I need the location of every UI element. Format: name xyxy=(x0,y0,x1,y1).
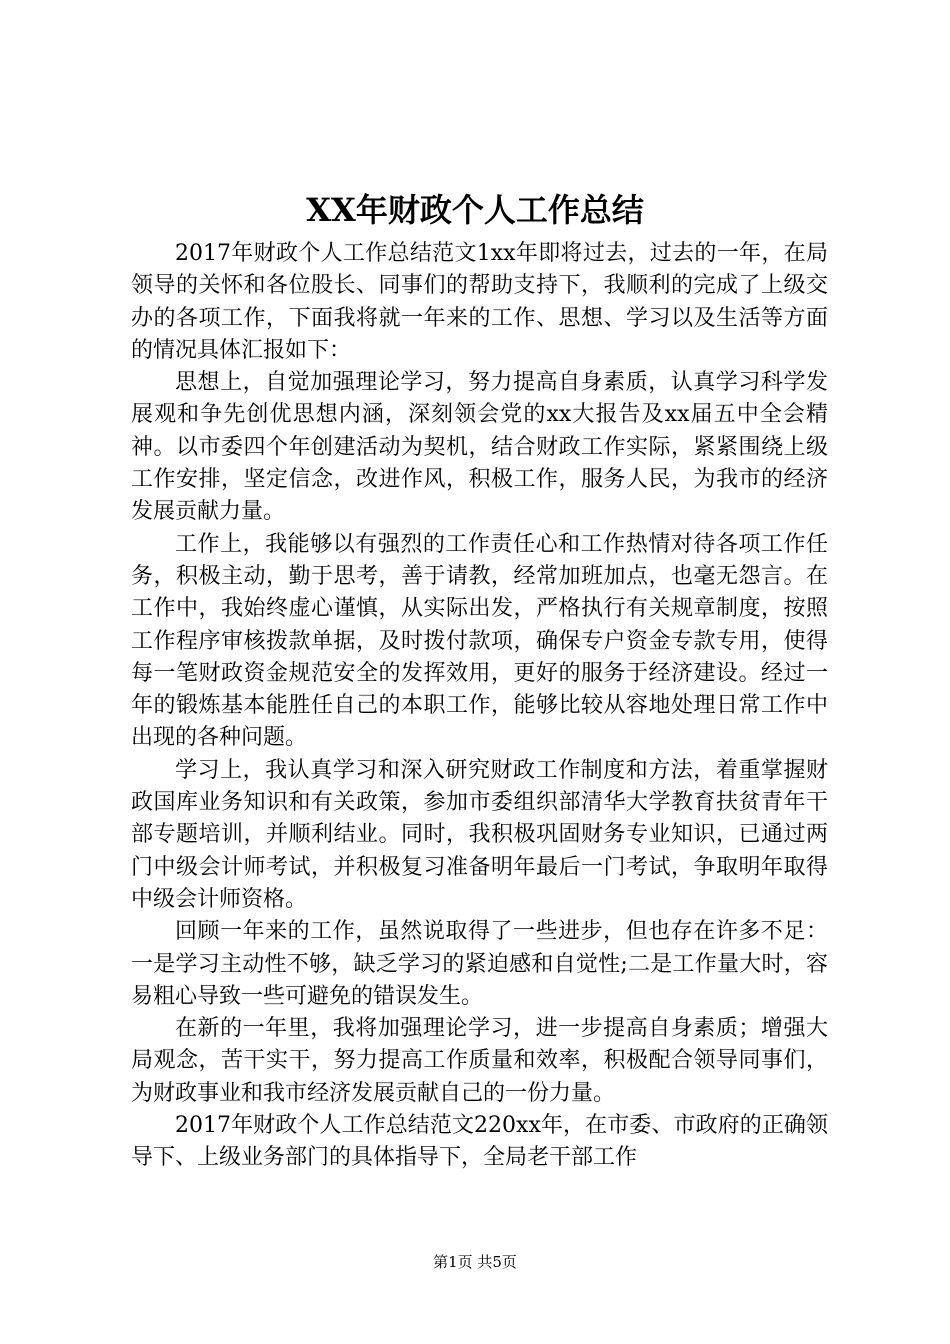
paragraph-study: 学习上，我认真学习和深入研究财政工作制度和方法，着重掌握财政国库业务知识和有关政策，参加市委组织部清华大学教育扶贫青年干部专题培训，并顺利结业。同时，我积极巩固财务专业知识，已通过两门中级会计师考试，并积极复习准备明年最后一门考试，争取明年取得中级会计师资格。 xyxy=(131,757,828,912)
paragraph-work: 工作上，我能够以有强烈的工作责任心和工作热情对待各项工作任务，积极主动，勤于思考，善于请教，经常加班加点，也毫无怨言。在工作中，我始终虚心谨慎，从实际出发，严格执行有关规章制度，按照工作程序审核拨款单据，及时拨付款项，确保专户资金专款专用，使得每一笔财政资金规范安全的发挥效用，更好的服务于经济建设。经过一年的锻炼基本能胜任自己的本职工作，能够比较从容地处理日常工作中出现的各种问题。 xyxy=(131,531,828,751)
paragraph-thought: 思想上，自觉加强理论学习，努力提高自身素质，认真学习科学发展观和争先创优思想内涵，深刻领会党的xx大报告及xx届五中全会精神。以市委四个年创建活动为契机，结合财政工作实际，紧紧围绕上级工作安排，坚定信念，改进作风，积极工作，服务人民，为我市的经济发展贡献力量。 xyxy=(131,370,828,525)
document-body xyxy=(131,238,828,1175)
paragraph-plan: 在新的一年里，我将加强理论学习，进一步提高自身素质；增强大局观念，苦干实干，努力提高工作质量和效率，积极配合领导同事们，为财政事业和我市经济发展贡献自己的一份力量。 xyxy=(131,1016,828,1106)
paragraph-review: 回顾一年来的工作，虽然说取得了一些进步，但也存在许多不足：一是学习主动性不够，缺乏学习的紧迫感和自觉性;二是工作量大时，容易粗心导致一些可避免的错误发生。 xyxy=(131,919,828,1009)
paragraph-sample-2: 2017年财政个人工作总结范文220xx年，在市委、市政府的正确领导下、上级业务部门的具体指导下，全局老干部工作 xyxy=(131,1113,828,1171)
page-number-footer: 第1页 共5页 xyxy=(433,1253,517,1271)
paragraph-intro: 2017年财政个人工作总结范文1xx年即将过去，过去的一年，在局领导的关怀和各位股长、同事们的帮助支持下，我顺利的完成了上级交办的各项工作，下面我将就一年来的工作、思想、学习以及生活等方面的情况具体汇报如下： xyxy=(131,241,828,363)
document-title: XX年财政个人工作总结 xyxy=(306,191,644,229)
